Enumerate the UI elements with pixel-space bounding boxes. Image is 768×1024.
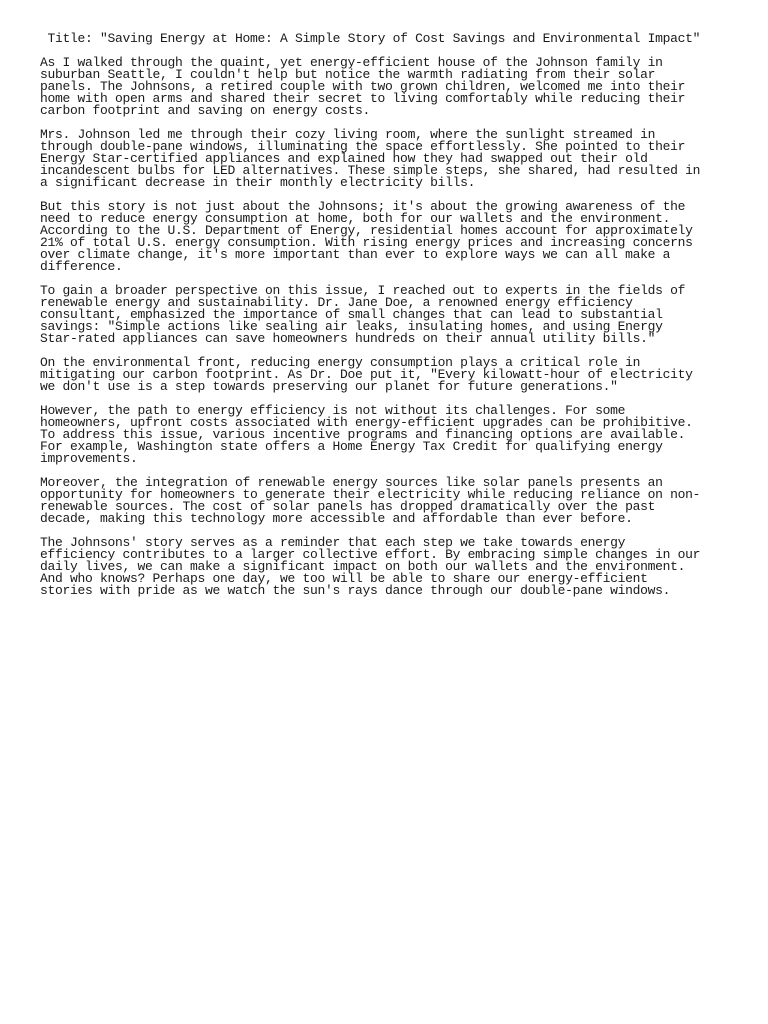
paragraph-3: But this story is not just about the Johnsons; it's about the growing awareness of the need to reduce energy consumption at home, both for our wallets and the environment. According to the U.S. Department of Energy, residential homes account for approximately 21% of total U.S. energy consumption. With rising energy prices and increasing concerns over climate change, it's more important than ever to explore ways we can all make a difference. [40,199,693,274]
paragraph-2: Mrs. Johnson led me through their cozy living room, where the sunlight streamed in through double-pane windows, illuminating the space effortlessly. She pointed to their Energy Star-certified appliances and explained how they had swapped out their old incandescent bulbs for LED alternatives. These simple steps, she shared, had resulted in a significant decrease in their monthly electricity bills. [40,127,701,190]
document-page [40,33,704,609]
paragraph-5: On the environmental front, reducing energy consumption plays a critical role in mitigating our carbon footprint. As Dr. Doe put it, "Every kilowatt-hour of electricity we don't use is a step towards preserving our planet for future generations." [40,355,693,394]
paragraph-8: The Johnsons' story serves as a reminder that each step we take towards energy efficiency contributes to a larger collective effort. By embracing simple changes in our daily lives, we can make a significant impact on both our wallets and the environment. And who knows? Perhaps one day, we too will be able to share our energy-efficient stories with pride as we watch the sun's rays dance through our double-pane windows. [40,535,701,598]
paragraph-6: However, the path to energy efficiency is not without its challenges. For some homeowners, upfront costs associated with energy-efficient upgrades can be prohibitive. To address this issue, various incentive programs and financing options are available. For example, Washington state offers a Home Energy Tax Credit for qualifying energy improvements. [40,403,693,466]
paragraph-4: To gain a broader perspective on this issue, I reached out to experts in the fields of renewable energy and sustainability. Dr. Jane Doe, a renowned energy efficiency consultant, emphasized the importance of small changes that can lead to substantial savings: "Simple actions like sealing air leaks, insulating homes, and using Energy Star-rated appliances can save homeowners hundreds on their annual utility bills." [40,283,686,346]
paragraph-1: As I walked through the quaint, yet energy-efficient house of the Johnson family in suburban Seattle, I couldn't help but notice the warmth radiating from their solar panels. The Johnsons, a retired couple with two grown children, welcomed me into their home with open arms and shared their secret to living comfortably while reducing their carbon footprint and saving on energy costs. [40,55,686,118]
document-title: Title: "Saving Energy at Home: A Simple Story of Cost Savings and Environmental Impact" [40,31,701,46]
paragraph-7: Moreover, the integration of renewable energy sources like solar panels presents an opportunity for homeowners to generate their electricity while reducing reliance on non-renewable sources. The cost of solar panels has dropped dramatically over the past decade, making this technology more accessible and affordable than ever before. [40,475,701,526]
